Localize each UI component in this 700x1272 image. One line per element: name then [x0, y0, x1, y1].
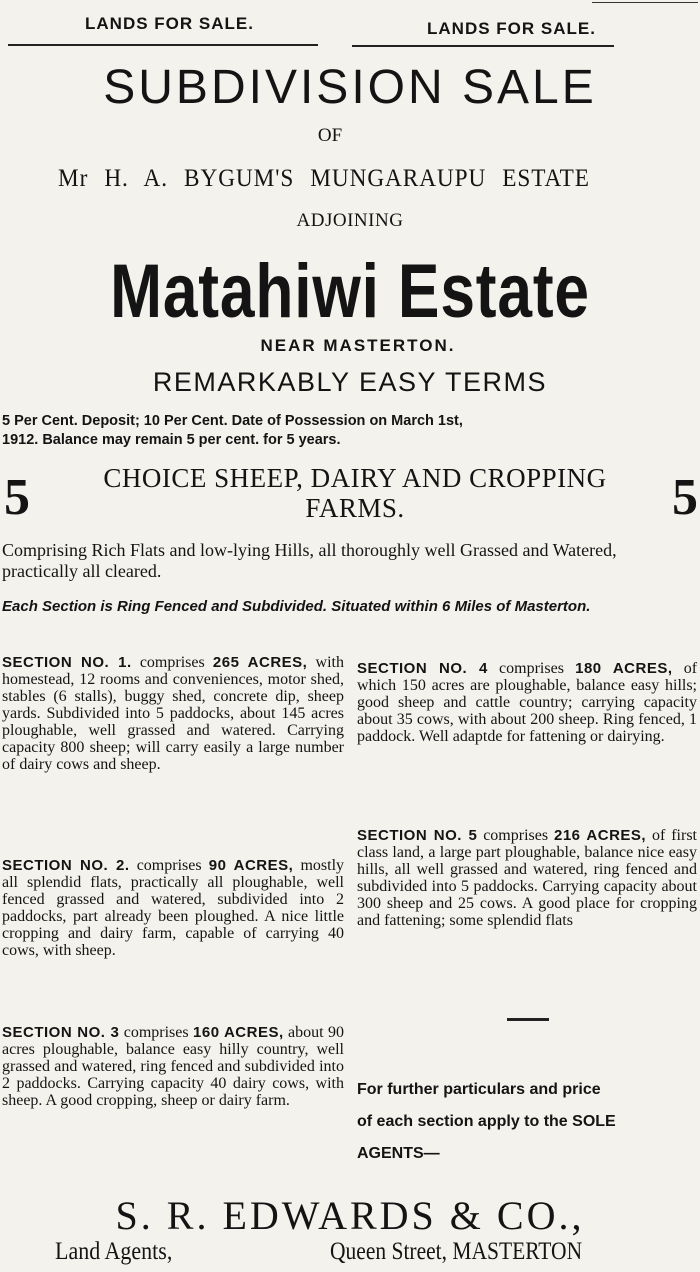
section-4 [357, 660, 697, 745]
further-line-2: of each section apply to the SOLE [357, 1113, 616, 1130]
section-4-body: of which 150 acres are ploughable, balance easy hills; good sheep and cattle country; carrying capacity about 35 cows, with about 200 sheep. Ring fenced, 1 paddock. Well adaptde for fattening or dairying. [357, 660, 698, 745]
comprising-paragraph: Comprising Rich Flats and low-lying Hills, all thoroughly well Grassed and Watered, practically all cleared. [2, 540, 617, 581]
section-5-heading: SECTION NO. 5 [357, 827, 478, 844]
farms-heading: CHOICE SHEEP, DAIRY AND CROPPING FARMS. [103, 463, 607, 523]
agent-role: Land Agents, [55, 1238, 173, 1265]
estate-name: Matahiwi Estate [110, 249, 590, 334]
section-1-comprises: comprises [131, 654, 213, 671]
section-5-acres: 216 [553, 827, 581, 844]
section-3-acres: 160 [193, 1024, 220, 1041]
ring-fenced-paragraph: Each Section is Ring Fenced and Subdivided. Situated within 6 Miles of Masterton. [2, 598, 591, 615]
section-2-acres-word: ACRES, [233, 857, 294, 874]
location-line: NEAR MASTERTON. [260, 336, 456, 355]
top-corner-rule [592, 2, 698, 3]
section-2-heading: SECTION NO. 2. [2, 857, 130, 874]
section-2-comprises: comprises [129, 857, 209, 874]
section-5-comprises: comprises [477, 827, 554, 844]
section-4-acres-word: ACRES, [612, 660, 673, 677]
section-5 [357, 827, 697, 929]
further-line-3: AGENTS— [357, 1145, 440, 1162]
section-3-body: about 90 acres ploughable, balance easy hilly country, well grassed and watered, ring fenced and subdivided into 2 paddocks. Carrying capacity 40 dairy cows, with sheep. A good cropping, sheep or dairy farm. [2, 1024, 344, 1109]
section-2-acres: 90 [208, 857, 227, 874]
section-1-acres-word: ACRES, [247, 654, 308, 671]
agent-name: S. R. EDWARDS & CO., [115, 1193, 585, 1238]
section-header-left: LANDS FOR SALE. [85, 14, 254, 33]
header-rule-right [352, 45, 614, 47]
owner-line: Mr H. A. BYGUM'S MUNGARAUPU ESTATE [58, 165, 590, 192]
section-4-heading: SECTION NO. 4 [357, 660, 488, 677]
header-rule-left [8, 44, 318, 46]
farm-count-left: 5 [4, 469, 30, 526]
further-particulars [357, 1074, 697, 1170]
section-4-comprises: comprises [487, 660, 576, 677]
section-1-body: with homestead, 12 rooms and conveniences, motor shed, stables (6 stalls), buggy shed, concrete dip, sheep yards. Subdivided into 5 paddocks, about 145 acres ploughable, well grassed and watered. Carrying capacity 800 sheep; will carry easily a large number of dairy cows and sheep. [2, 654, 344, 773]
deposit-line-2: 1912. Balance may remain 5 per cent. for 5 years. [2, 432, 341, 448]
section-3-comprises: comprises [119, 1024, 194, 1041]
of-line: OF [317, 125, 343, 146]
section-2 [2, 857, 344, 959]
section-1-heading: SECTION NO. 1. [2, 654, 132, 671]
deposit-line-1: 5 Per Cent. Deposit; 10 Per Cent. Date of Possession on March 1st, [2, 413, 463, 429]
section-5-acres-word: ACRES, [586, 827, 647, 844]
further-line-1: For further particulars and price [357, 1081, 601, 1098]
section-5-body: of first class land, a large part ploughable, balance nice easy hills, all well grassed and watered, ring fenced and subdivided into 5 paddocks. Carrying capacity about 300 sheep and 25 cows. A good place for cropping and fattening; some splendid flats [357, 827, 698, 929]
deposit-terms [2, 412, 692, 450]
section-4-acres: 180 [575, 660, 602, 677]
section-header-right: LANDS FOR SALE. [427, 19, 596, 38]
section-3-heading: SECTION NO. 3 [2, 1024, 120, 1041]
agent-address: Queen Street, MASTERTON [330, 1238, 583, 1265]
section-1-acres: 265 [212, 654, 240, 671]
section-1 [2, 654, 344, 773]
adjoining-line: ADJOINING [296, 210, 404, 231]
section-3-acres-word: ACRES, [223, 1024, 284, 1041]
farm-count-right: 5 [672, 469, 698, 526]
ad-title: SUBDIVISION SALE [103, 61, 597, 114]
terms-line: REMARKABLY EASY TERMS [152, 367, 548, 397]
section-2-body: mostly all splendid flats, practically all ploughable, well fenced grassed and watered, subdivided into 2 paddocks, part already been ploughed. A nice little cropping and dairy farm, capable of carrying 40 cows, with sheep. [2, 857, 345, 959]
section-3 [2, 1024, 344, 1109]
short-divider [507, 1018, 549, 1021]
